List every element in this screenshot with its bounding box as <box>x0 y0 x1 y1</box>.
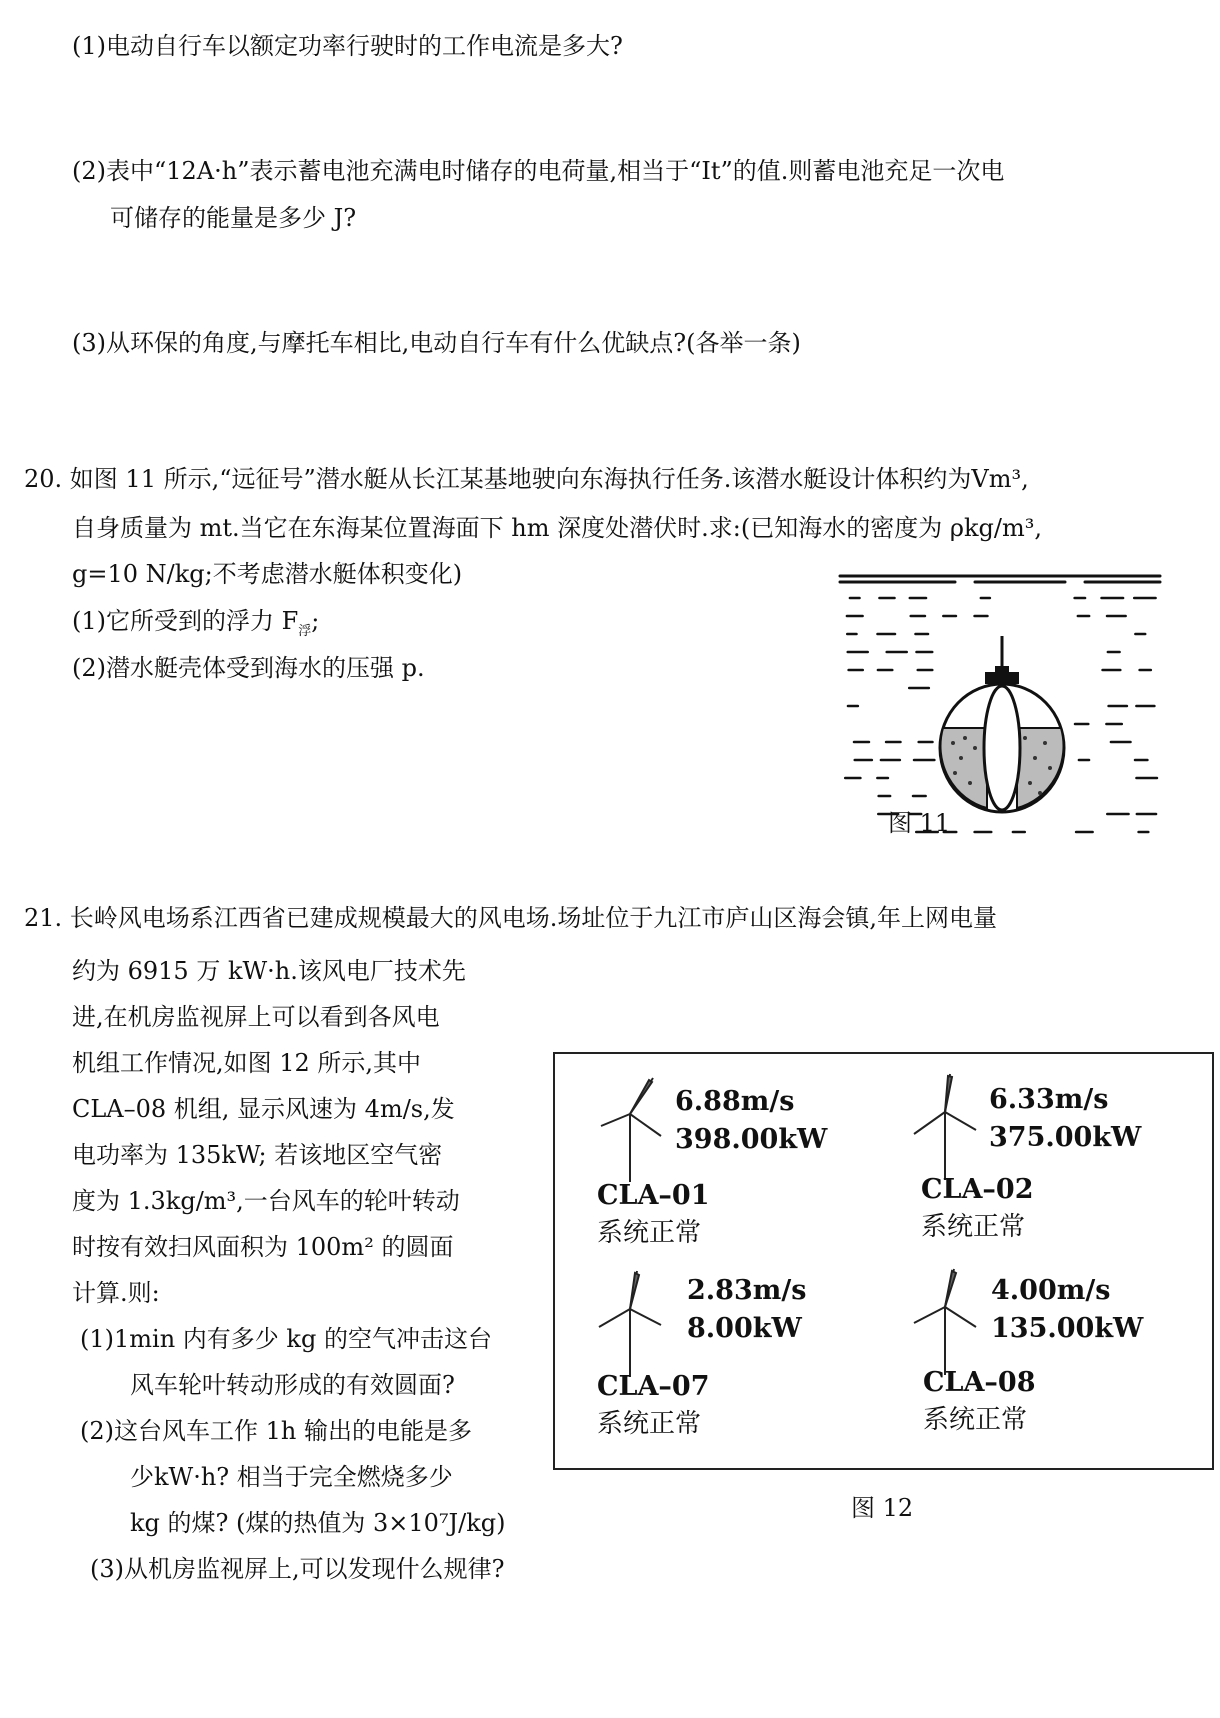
unit-name: CLA–08 <box>923 1367 1036 1398</box>
wind-unit-cla-01 <box>555 1054 885 1259</box>
wind-unit-cla-07 <box>555 1259 885 1469</box>
q20-line3: g=10 N/kg;不考虑潜水艇体积变化) <box>72 560 463 588</box>
q21-sub3: (3)从机房监视屏上,可以发现什么规律? <box>90 1555 505 1583</box>
unit-status: 系统正常 <box>597 1409 702 1439</box>
q20-line1: 20. 如图 11 所示,“远征号”潜水艇从长江某基地驶向东海执行任务.该潜水艇设计体积约为Vm³, <box>24 465 1029 493</box>
unit-name: CLA–01 <box>597 1180 710 1211</box>
figure-11-caption: 图 11 <box>888 809 951 837</box>
unit-speed: 4.00m/s <box>991 1275 1111 1306</box>
submarine-icon <box>940 636 1064 812</box>
figure-11-submarine <box>835 568 1175 868</box>
q21-sub2-line3: kg 的煤? (煤的热值为 3×10⁷J/kg) <box>130 1509 506 1537</box>
q21-left-line-1: 约为 6915 万 kW·h.该风电厂技术先 <box>72 957 466 985</box>
q21-left-line-2: 进,在机房监视屏上可以看到各风电 <box>72 1003 440 1031</box>
q19-part1: (1)电动自行车以额定功率行驶时的工作电流是多大? <box>72 32 623 60</box>
q20-sub1: (1)它所受到的浮力 $F_浮$; <box>72 607 320 639</box>
unit-speed: 6.88m/s <box>675 1086 795 1117</box>
q21-left-line-8: 计算.则: <box>72 1279 160 1307</box>
q19-part2-line1: (2)表中“12A·h”表示蓄电池充满电时储存的电荷量,相当于“It”的值.则蓄电池充足一次电 <box>72 157 1005 185</box>
q19-part2-line2: 可储存的能量是多少 J? <box>110 204 357 232</box>
q21-sub2-line1: (2)这台风车工作 1h 输出的电能是多 <box>80 1417 472 1445</box>
wind-turbine-icon <box>910 1072 980 1182</box>
unit-power: 135.00kW <box>991 1313 1144 1344</box>
q21-sub2-line2: 少kW·h? 相当于完全燃烧多少 <box>130 1463 453 1491</box>
unit-name: CLA–07 <box>597 1371 710 1402</box>
q21-left-line-5: 电功率为 135kW; 若该地区空气密 <box>72 1141 443 1169</box>
unit-power: 8.00kW <box>687 1313 802 1344</box>
unit-name: CLA–02 <box>921 1174 1034 1205</box>
q20-line2: 自身质量为 mt.当它在东海某位置海面下 hm 深度处潜伏时.求:(已知海水的密度为 ρkg/m³, <box>72 514 1042 542</box>
wind-unit-cla-02 <box>885 1054 1215 1259</box>
q21-sub1-line1: (1)1min 内有多少 kg 的空气冲击这台 <box>80 1325 492 1353</box>
wind-unit-cla-08 <box>885 1259 1215 1469</box>
unit-speed: 6.33m/s <box>989 1084 1109 1115</box>
wind-turbine-icon <box>595 1269 665 1379</box>
unit-status: 系统正常 <box>597 1218 702 1248</box>
q21-line1: 21. 长岭风电场系江西省已建成规模最大的风电场.场址位于九江市庐山区海会镇,年上网电量 <box>24 904 998 932</box>
q21-left-line-4: CLA–08 机组, 显示风速为 4m/s,发 <box>72 1095 455 1123</box>
q21-left-line-3: 机组工作情况,如图 12 所示,其中 <box>72 1049 422 1077</box>
q20-sub2: (2)潜水艇壳体受到海水的压强 p. <box>72 654 425 682</box>
unit-status: 系统正常 <box>921 1212 1026 1242</box>
q21-left-line-7: 时按有效扫风面积为 100m² 的圆面 <box>72 1233 454 1261</box>
unit-speed: 2.83m/s <box>687 1275 807 1306</box>
figure-12-caption: 图 12 <box>851 1494 914 1522</box>
q21-sub1-line2: 风车轮叶转动形成的有效圆面? <box>130 1371 455 1399</box>
unit-power: 398.00kW <box>675 1124 828 1155</box>
q21-left-line-6: 度为 1.3kg/m³,一台风车的轮叶转动 <box>72 1187 460 1215</box>
unit-status: 系统正常 <box>923 1405 1028 1435</box>
unit-power: 375.00kW <box>989 1122 1142 1153</box>
wind-turbine-icon <box>595 1074 665 1184</box>
wind-monitor-panel <box>553 1052 1214 1470</box>
q19-part3: (3)从环保的角度,与摩托车相比,电动自行车有什么优缺点?(各举一条) <box>72 329 801 357</box>
wind-turbine-icon <box>910 1267 980 1377</box>
